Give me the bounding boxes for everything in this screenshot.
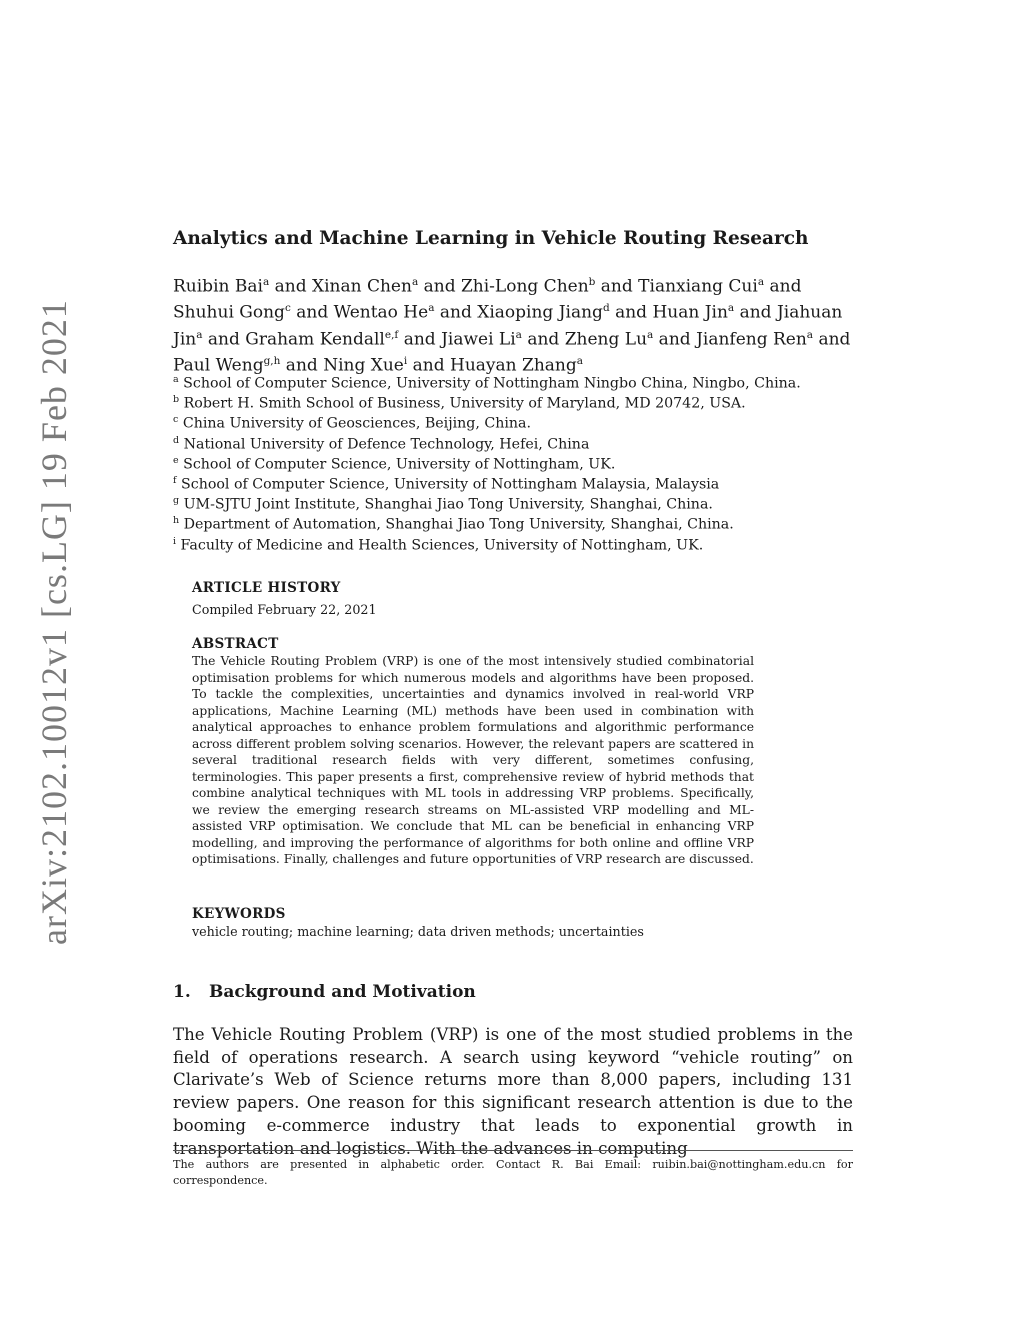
author-separator: and: [407, 355, 450, 376]
affiliation-text: National University of Defence Technology, Hefei, China: [179, 436, 590, 453]
affiliation-text: China University of Geosciences, Beijing, China.: [178, 416, 532, 433]
compiled-date: Compiled February 22, 2021: [192, 602, 377, 617]
affiliation-mark: g: [173, 495, 180, 507]
author-separator: and: [764, 276, 802, 297]
author-name: Tianxiang Cui: [638, 276, 758, 297]
affiliation-mark: a: [173, 374, 179, 385]
footnote: The authors are presented in alphabetic order. Contact R. Bai Email: ruibin.bai@nottingham.edu.cn for correspondence.: [173, 1158, 853, 1187]
affiliation-mark: c: [173, 414, 179, 426]
author-separator: and: [653, 329, 697, 350]
author-affiliation-mark: a: [757, 276, 765, 288]
author-affiliation-mark: a: [262, 276, 270, 288]
author-separator: and: [595, 276, 639, 297]
affiliation-text: School of Computer Science, University of Nottingham Malaysia, Malaysia: [176, 476, 720, 493]
author-affiliation-mark: a: [411, 276, 419, 288]
author-affiliation-mark: g,h: [263, 354, 281, 367]
affiliation-mark: h: [173, 515, 180, 527]
author-separator: and: [398, 329, 442, 350]
author-affiliation-mark: a: [428, 302, 435, 315]
affiliation-text: Robert H. Smith School of Business, University of Maryland, MD 20742, USA.: [179, 395, 746, 412]
section-1-heading: [173, 982, 476, 1002]
affiliation-list: [173, 370, 873, 552]
footnote-divider: [173, 1150, 853, 1151]
affiliation-text: Department of Automation, Shanghai Jiao Tong University, Shanghai, China.: [179, 517, 734, 534]
author-list: [173, 272, 863, 377]
author-name: Jianfeng Ren: [696, 329, 807, 350]
section-1-number: 1.: [173, 982, 191, 1002]
affiliation-mark: d: [173, 434, 180, 446]
affiliation-item: [173, 471, 873, 491]
author-separator: and: [269, 276, 312, 297]
author-name: Xinan Chen: [311, 276, 412, 297]
affiliation-mark: f: [173, 474, 177, 486]
affiliation-item: [173, 390, 873, 410]
affiliation-item: [173, 431, 873, 451]
author-separator: and: [280, 355, 324, 376]
affiliation-item: [173, 491, 873, 511]
author-affiliation-mark: a: [727, 302, 735, 315]
affiliation-mark: e: [173, 454, 179, 466]
affiliation-item: [173, 370, 873, 390]
author-name: Paul Weng: [173, 355, 264, 376]
affiliation-item: [173, 451, 873, 471]
author-affiliation-mark: i: [403, 354, 408, 367]
arxiv-identifier-stamp[interactable]: arXiv:2102.10012v1 [cs.LG] 19 Feb 2021: [34, 299, 74, 945]
author-name: Wentao He: [333, 302, 429, 323]
paper-title: Analytics and Machine Learning in Vehicle Routing Research: [173, 228, 809, 249]
abstract-heading: ABSTRACT: [192, 636, 279, 652]
section-1-title: Background and Motivation: [209, 982, 476, 1002]
affiliation-mark: b: [173, 394, 180, 406]
article-history-heading: ARTICLE HISTORY: [192, 580, 341, 596]
author-separator: and: [734, 302, 777, 323]
affiliation-text: UM-SJTU Joint Institute, Shanghai Jiao Tong University, Shanghai, China.: [179, 496, 713, 513]
author-name: Zheng Lu: [564, 329, 648, 350]
author-separator: and: [418, 276, 461, 297]
author-affiliation-mark: a: [196, 328, 203, 341]
author-name: Graham Kendall: [245, 329, 385, 350]
author-affiliation-mark: a: [576, 354, 583, 367]
author-name: Huayan Zhang: [450, 355, 577, 376]
keywords: [192, 906, 644, 939]
author-separator: and: [521, 329, 565, 350]
author-affiliation-mark: c: [284, 302, 291, 315]
affiliation-item: [173, 511, 873, 534]
author-separator: and: [609, 302, 653, 323]
author-name: Jiawei Li: [441, 329, 516, 350]
author-affiliation-mark: e,f: [384, 328, 399, 341]
keywords-heading: KEYWORDS: [192, 906, 286, 922]
abstract: [192, 636, 754, 868]
author-name: Jiahuan Jin: [173, 302, 843, 350]
author-name: Huan Jin: [652, 302, 728, 323]
abstract-text: The Vehicle Routing Problem (VRP) is one of the most intensively studied combinatorial optimisation problems for which numerous models and algorithms have been proposed. To tackle the complexities, uncertainties and dynamics involved in real-world VRP applications, Machine Learning (ML) methods have been used in combination with analytical approaches to enhance problem formulations and algorithmic performance across different problem solving scenarios. However, the relevant papers are scattered in several traditional research fields with very different, sometimes confusing, terminologies. This paper presents a first, comprehensive review of hybrid methods that combine analytical techniques with ML tools in addressing VRP problems. Specifically, we review the emerging research streams on ML-assisted VRP modelling and ML-assisted VRP optimisation. We conclude that ML can be beneficial in enhancing VRP modelling, and improving the performance of algorithms for both online and offline VRP optimisations. Finally, challenges and future opportunities of VRP research are discussed.: [192, 654, 754, 866]
author-name: Xiaoping Jiang: [477, 302, 603, 323]
author-affiliation-mark: a: [806, 328, 814, 341]
keywords-text: vehicle routing; machine learning; data driven methods; uncertainties: [192, 924, 644, 939]
author-name: Ruibin Bai: [173, 276, 263, 297]
affiliation-text: School of Computer Science, University of Nottingham, UK.: [178, 456, 616, 473]
author-separator: and: [813, 329, 851, 350]
author-affiliation-mark: b: [588, 276, 596, 288]
section-1-body: The Vehicle Routing Problem (VRP) is one of the most studied problems in the field of operations research. A search using keyword “vehicle routing” on Clarivate’s Web of Science returns more than 8,000 papers, including 131 review papers. One reason for this significant research attention is due to the booming e-commerce industry that leads to exponential growth in transportation and logistics. With the advances in computing: [173, 1025, 853, 1158]
author-separator: and: [434, 302, 478, 323]
author-name: Ning Xue: [323, 355, 404, 376]
author-affiliation-mark: a: [515, 328, 522, 341]
affiliation-item: [173, 410, 873, 433]
affiliation-text: Faculty of Medicine and Health Sciences, University of Nottingham, UK.: [176, 537, 704, 554]
affiliation-text: School of Computer Science, University of Nottingham Ningbo China, Ningbo, China.: [178, 375, 801, 392]
affiliation-item: [173, 532, 873, 552]
author-name: Zhi-Long Chen: [460, 276, 589, 297]
affiliation-mark: i: [173, 535, 177, 547]
author-separator: and: [290, 302, 334, 323]
author-separator: and: [202, 329, 246, 350]
article-history: [192, 580, 377, 617]
author-affiliation-mark: a: [647, 328, 654, 341]
author-affiliation-mark: d: [602, 302, 610, 315]
author-name: Shuhui Gong: [173, 302, 285, 323]
